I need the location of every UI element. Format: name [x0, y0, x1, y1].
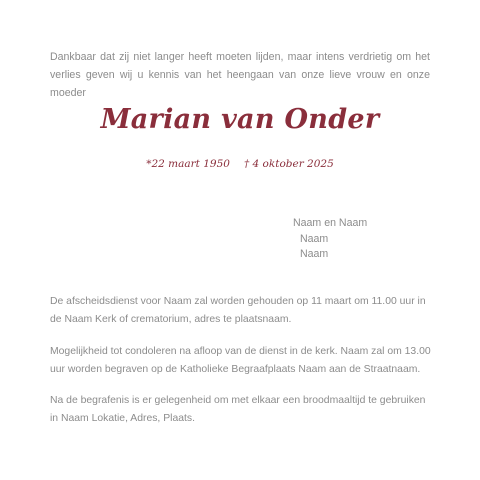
service-paragraph: De afscheidsdienst voor Naam zal worden gehouden op 11 maart om 11.00 uur in de Naam Kerk of crematorium, adres te plaatsnaam. — [50, 296, 426, 325]
birth-date: *22 maart 1950 — [146, 158, 230, 170]
family-names — [293, 216, 367, 263]
meal-paragraph: Na de begrafenis is er gelegenheid om met elkaar een broodmaaltijd te gebruiken in Naam Lokatie, Adres, Plaats. — [50, 395, 426, 424]
death-date: † 4 oktober 2025 — [243, 158, 334, 170]
condolence-paragraph: Mogelijkheid tot condoleren na afloop van de dienst in de kerk. Naam zal om 13.00 uur worden begraven op de Katholieke Begraafplaats Naam aan de Straatnaam. — [50, 346, 431, 375]
family-name-line: Naam — [300, 232, 329, 245]
family-name-line: Naam en Naam — [293, 217, 368, 229]
life-dates — [0, 158, 480, 170]
family-name-line: Naam — [300, 248, 329, 260]
deceased-name: Marian van Onder — [100, 104, 380, 135]
intro-text: Dankbaar dat zij niet langer heeft moeten lijden, maar intens verdrietig om het verlies geven wij u kennis van het heengaan van onze lieve vrouw en onze moeder — [50, 51, 430, 99]
